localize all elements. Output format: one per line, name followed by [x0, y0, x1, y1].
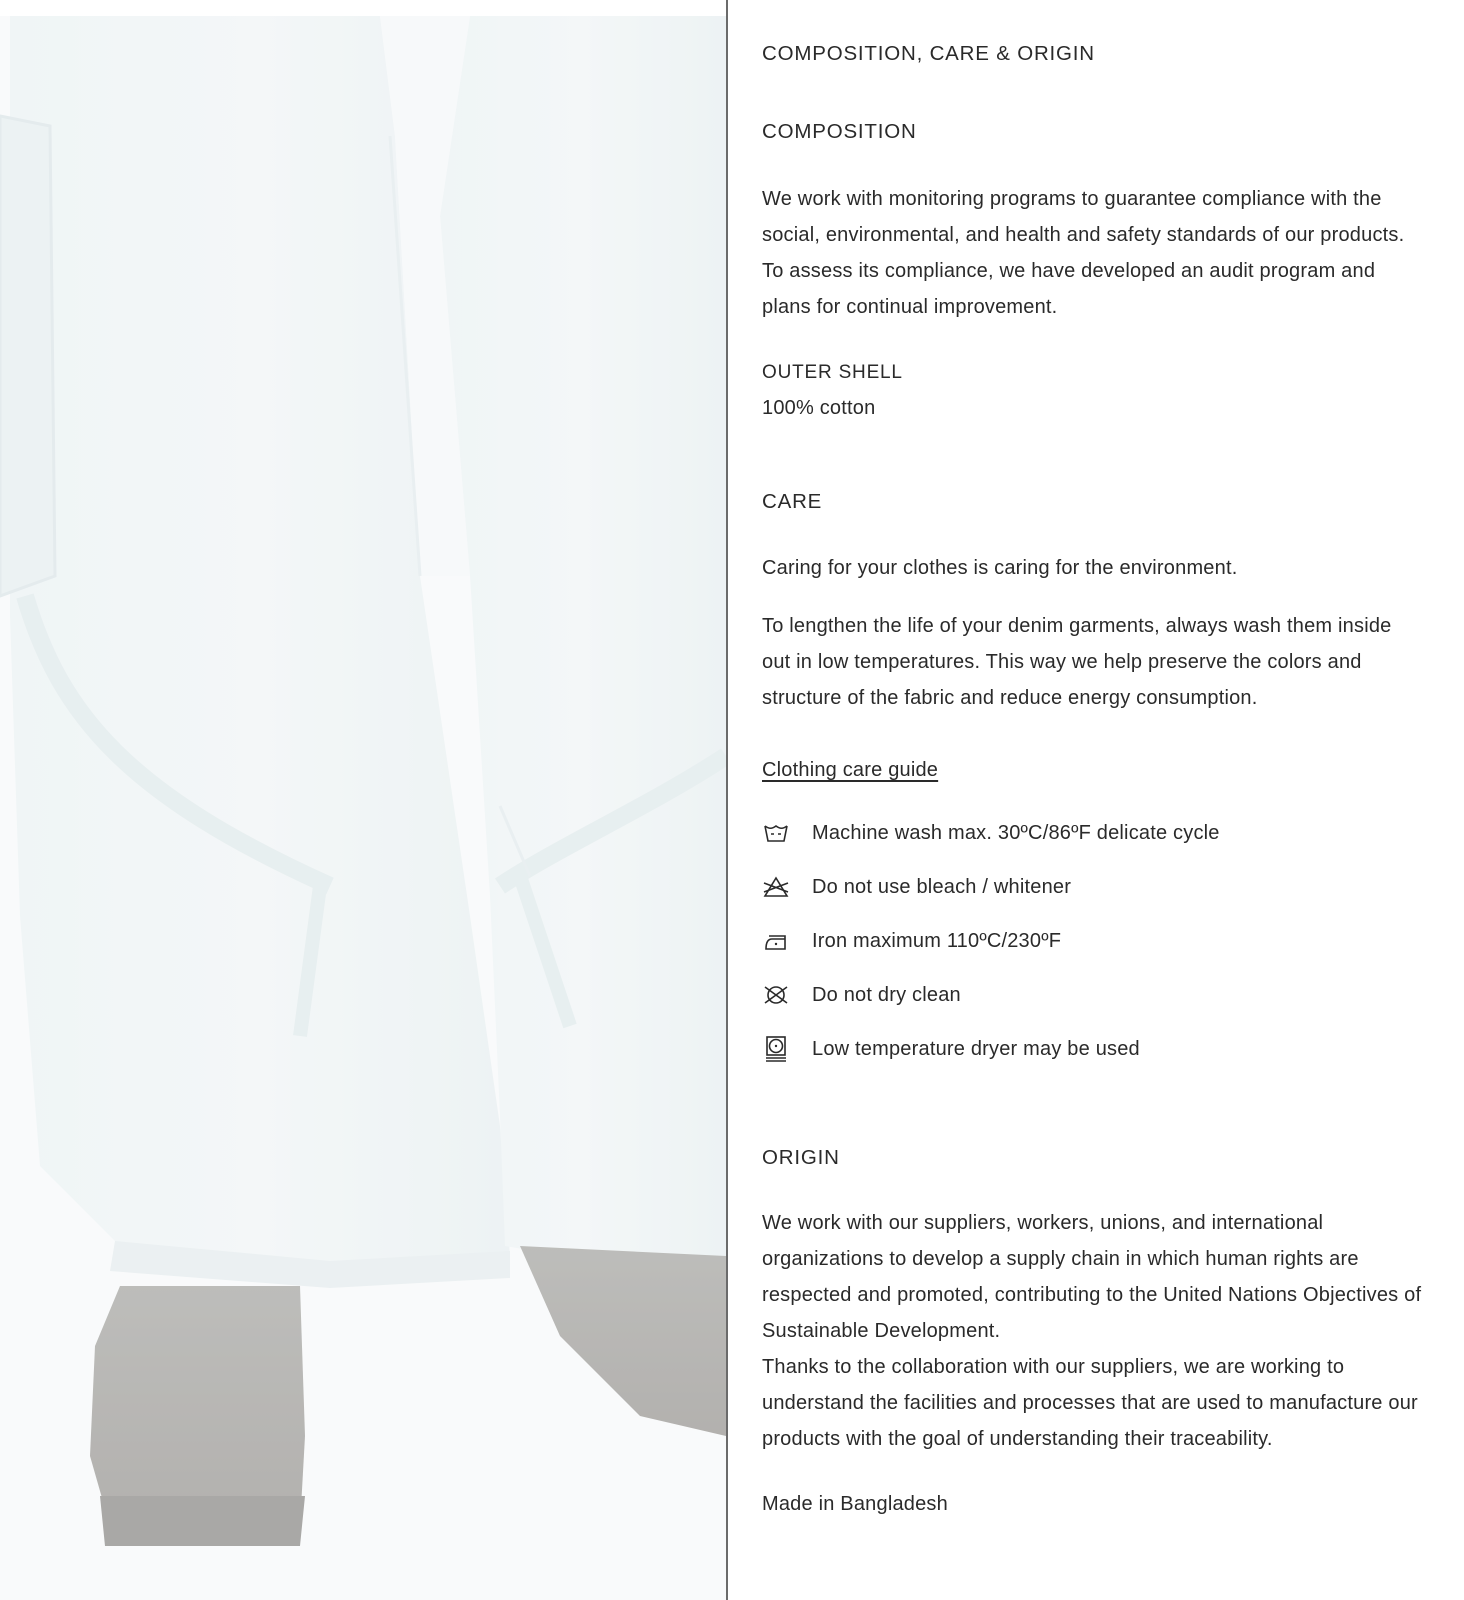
- no-bleach-icon: [762, 873, 790, 901]
- panel-divider: [726, 0, 728, 1600]
- care-instruction-dry-clean: [762, 968, 1422, 1022]
- care-instruction-text: Low temperature dryer may be used: [812, 1038, 1140, 1060]
- care-instruction-iron: [762, 914, 1422, 968]
- wash-tub-icon: [762, 819, 790, 847]
- care-instruction-bleach: [762, 860, 1422, 914]
- outer-shell-label: OUTER SHELL: [762, 362, 903, 383]
- care-detail: To lengthen the life of your denim garments, always wash them inside out in low temperatures. This way we help preserve the colors and structure of the fabric and reduce energy consumption.: [762, 615, 1392, 709]
- outer-shell-value: 100% cotton: [762, 397, 876, 419]
- origin-paragraph-1: We work with our suppliers, workers, unions, and international organizations to develop a supply chain in which human rights are respected and promoted, contributing to the United Nations Objectives of Sustainable Development.: [762, 1212, 1422, 1342]
- composition-intro: We work with monitoring programs to guarantee compliance with the social, environmental, and health and safety standards of our products. To assess its compliance, we have developed an audit program and plans for continual improvement.: [762, 188, 1405, 318]
- made-in-label: Made in Bangladesh: [762, 1493, 948, 1515]
- no-dry-clean-icon: [762, 981, 790, 1009]
- origin-paragraph-2: Thanks to the collaboration with our suppliers, we are working to understand the facilities and processes that are used to manufacture our products with the goal of understanding their traceability.: [762, 1356, 1418, 1450]
- care-intro: Caring for your clothes is caring for the environment.: [762, 557, 1238, 579]
- panel-title: COMPOSITION, CARE & ORIGIN: [762, 42, 1095, 65]
- care-instruction-text: Do not use bleach / whitener: [812, 876, 1072, 898]
- origin-heading: ORIGIN: [762, 1146, 840, 1169]
- product-image: [0, 16, 726, 1600]
- care-instructions-list: [762, 806, 1422, 1076]
- composition-heading: COMPOSITION: [762, 120, 917, 143]
- care-heading: CARE: [762, 490, 823, 513]
- care-instruction-text: Do not dry clean: [812, 984, 961, 1006]
- tumble-dry-low-icon: [762, 1035, 790, 1063]
- photo-top-margin: [0, 0, 726, 16]
- product-photo: [0, 16, 726, 1600]
- care-instruction-text: Machine wash max. 30ºC/86ºF delicate cycle: [812, 822, 1220, 844]
- care-instruction-wash: [762, 806, 1422, 860]
- clothing-care-guide-link[interactable]: Clothing care guide: [762, 759, 939, 781]
- care-instruction-dryer: [762, 1022, 1422, 1076]
- care-instruction-text: Iron maximum 110ºC/230ºF: [812, 930, 1062, 952]
- iron-icon: [762, 927, 790, 955]
